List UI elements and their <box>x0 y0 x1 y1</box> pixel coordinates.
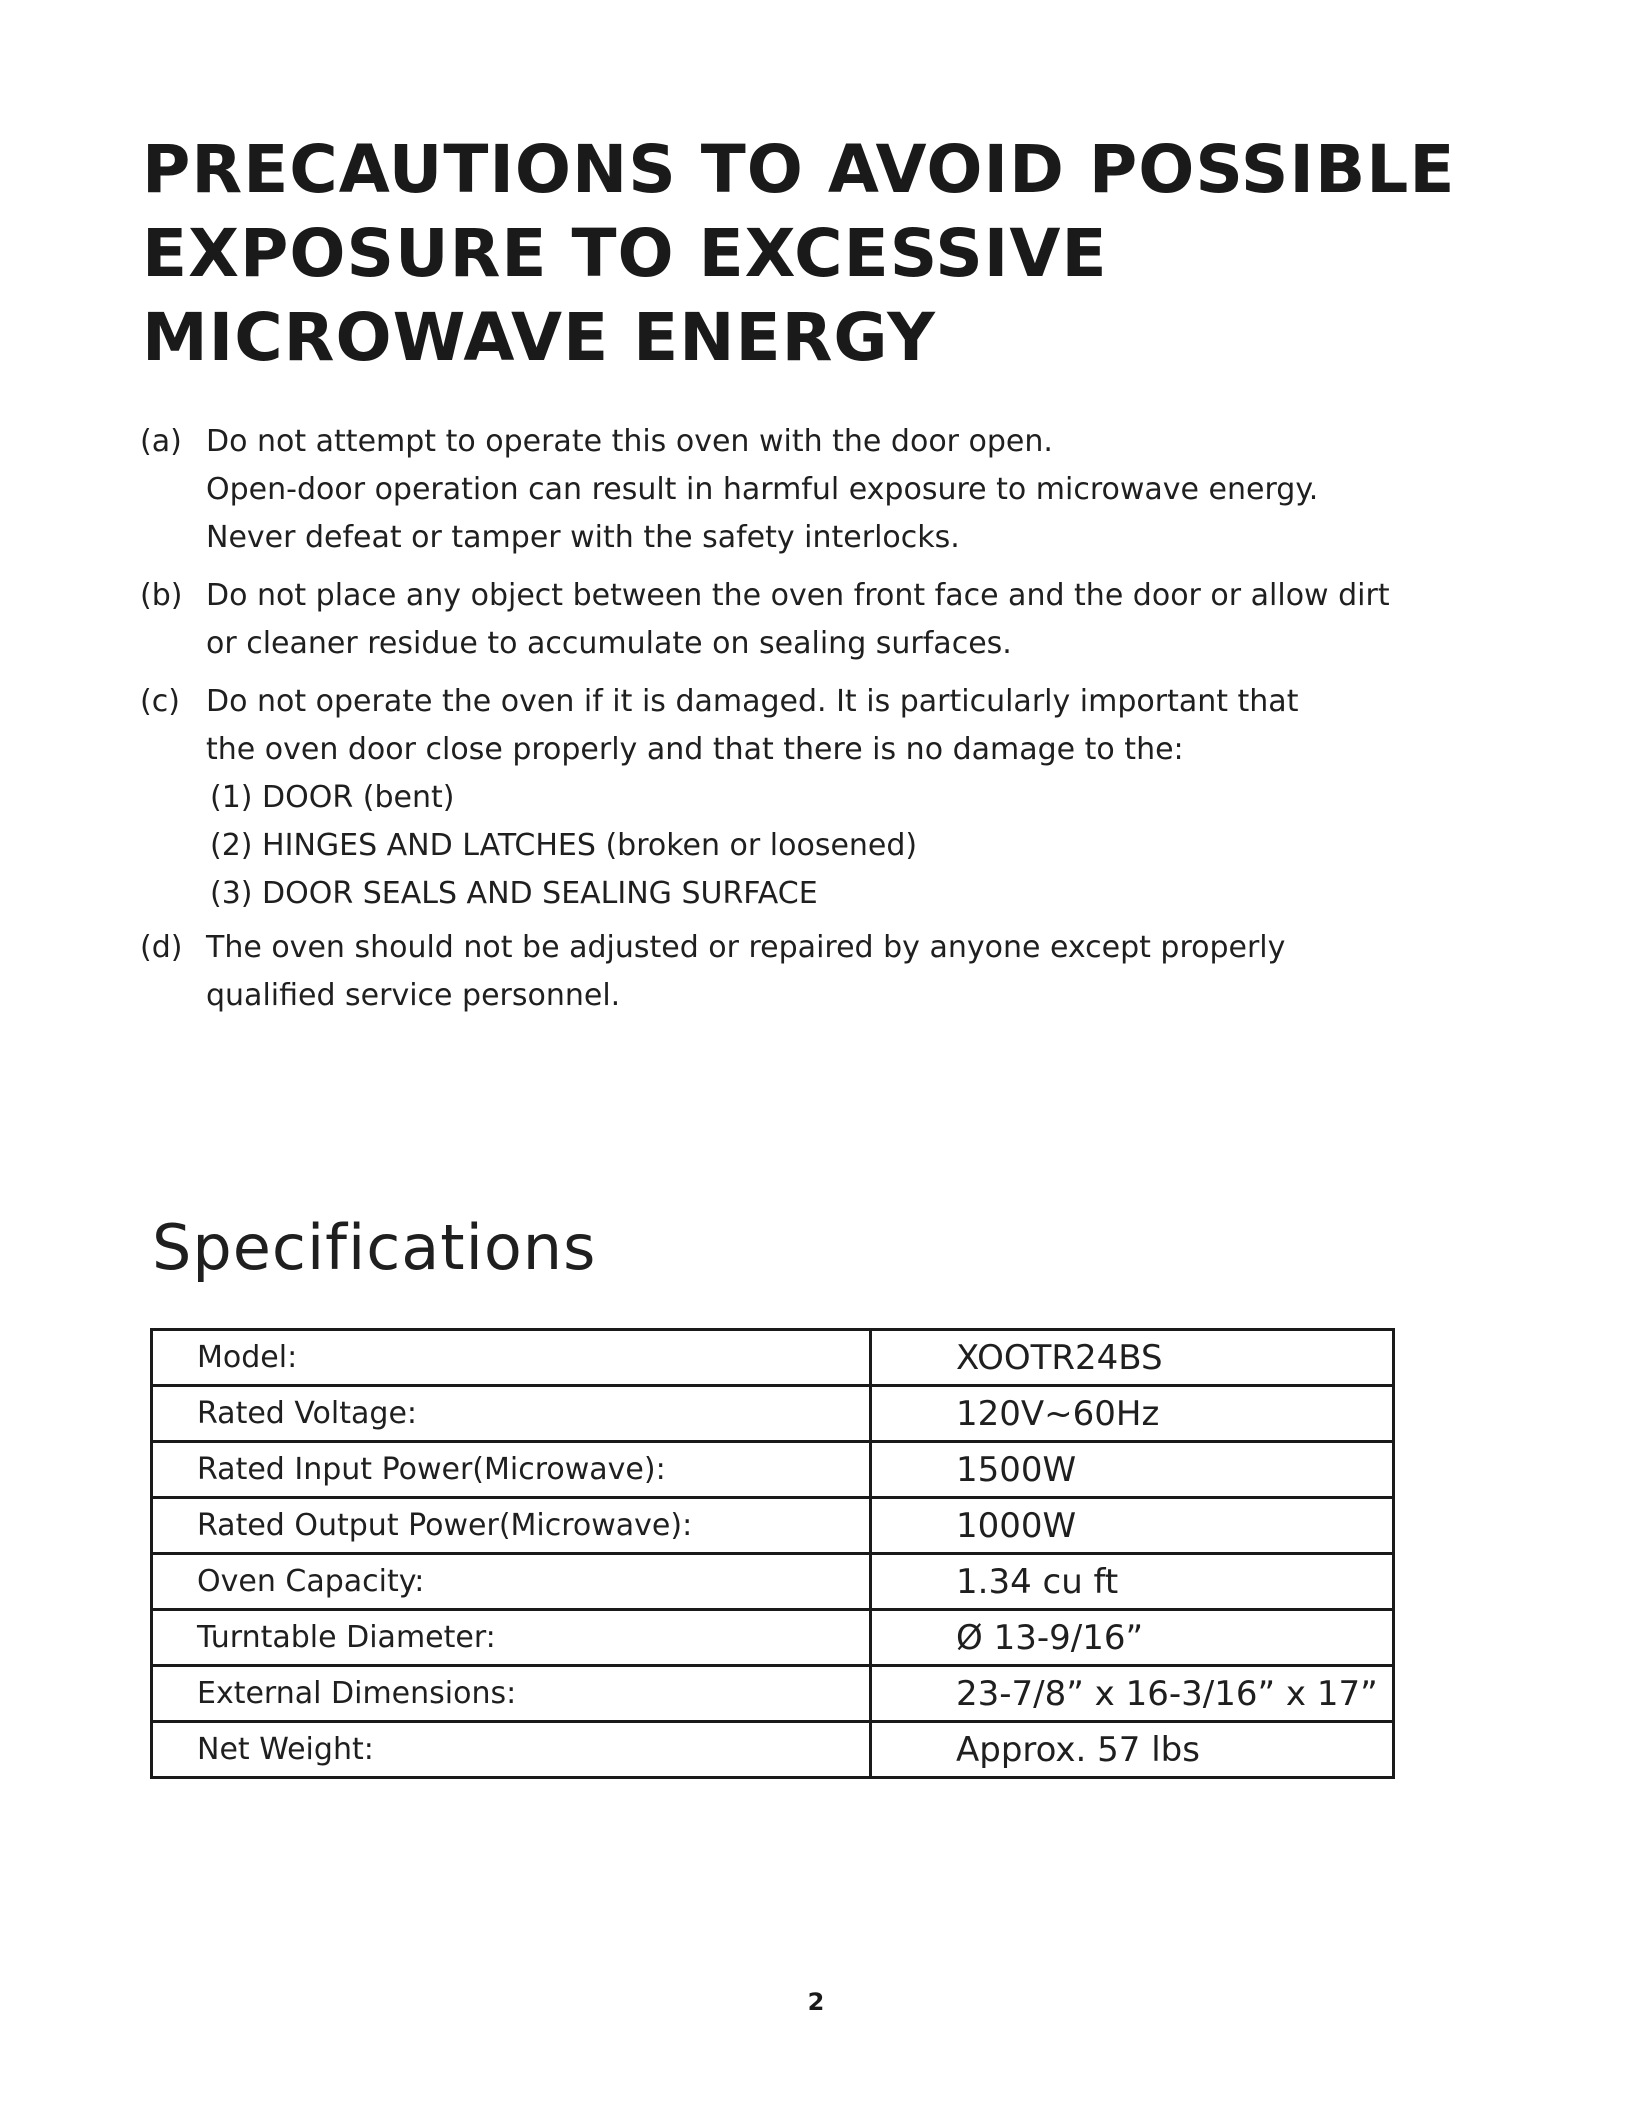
table-row <box>152 1386 1394 1442</box>
spec-value: 120V~60Hz <box>871 1386 1394 1442</box>
page-number: 2 <box>807 1988 825 2016</box>
spec-value: 1500W <box>871 1442 1394 1498</box>
precautions-list <box>140 418 1500 1030</box>
table-row <box>152 1722 1394 1778</box>
sub-item: (1) DOOR (bent) <box>210 780 455 815</box>
title-line: PRECAUTIONS TO AVOID POSSIBLE <box>142 131 1456 208</box>
item-text: Do not attempt to operate this oven with the door open. <box>206 424 1053 459</box>
page-title <box>142 128 1455 380</box>
precaution-item-c <box>140 678 1500 918</box>
precaution-item-d <box>140 924 1500 1020</box>
spec-label: Turntable Diameter: <box>152 1610 871 1666</box>
spec-label: Rated Input Power(Microwave): <box>152 1442 871 1498</box>
item-marker: (c) <box>140 684 180 719</box>
specifications-heading: Specifications <box>152 1211 597 1284</box>
item-text: the oven door close properly and that there is no damage to the: <box>206 732 1184 767</box>
spec-value: XOOTR24BS <box>871 1330 1394 1386</box>
item-text: The oven should not be adjusted or repaired by anyone except properly <box>206 930 1286 965</box>
title-line: MICROWAVE ENERGY <box>142 299 936 376</box>
item-text: qualified service personnel. <box>206 978 621 1013</box>
sub-item: (2) HINGES AND LATCHES (broken or loosened) <box>210 828 918 863</box>
spec-value: 1000W <box>871 1498 1394 1554</box>
table-row <box>152 1610 1394 1666</box>
precaution-item-b <box>140 572 1500 668</box>
sub-item: (3) DOOR SEALS AND SEALING SURFACE <box>210 876 818 911</box>
item-text: Do not place any object between the oven front face and the door or allow dirt <box>206 578 1390 613</box>
item-text: Never defeat or tamper with the safety interlocks. <box>206 520 960 555</box>
spec-label: Net Weight: <box>152 1722 871 1778</box>
spec-value: 1.34 cu ft <box>871 1554 1394 1610</box>
table-row <box>152 1666 1394 1722</box>
item-text: Open-door operation can result in harmful exposure to microwave energy. <box>206 472 1319 507</box>
table-row <box>152 1442 1394 1498</box>
item-marker: (b) <box>140 578 183 613</box>
table-row <box>152 1554 1394 1610</box>
spec-label: Rated Output Power(Microwave): <box>152 1498 871 1554</box>
specifications-table <box>150 1328 1395 1779</box>
spec-label: External Dimensions: <box>152 1666 871 1722</box>
table-row <box>152 1330 1394 1386</box>
spec-label: Rated Voltage: <box>152 1386 871 1442</box>
item-marker: (d) <box>140 930 183 965</box>
title-line: EXPOSURE TO EXCESSIVE <box>142 215 1108 292</box>
spec-value: Ø 13-9/16” <box>871 1610 1394 1666</box>
spec-value: 23-7/8” x 16-3/16” x 17” <box>871 1666 1394 1722</box>
item-text: or cleaner residue to accumulate on sealing surfaces. <box>206 626 1012 661</box>
item-marker: (a) <box>140 424 182 459</box>
spec-label: Oven Capacity: <box>152 1554 871 1610</box>
precaution-item-a <box>140 418 1500 562</box>
spec-label: Model: <box>152 1330 871 1386</box>
spec-value: Approx. 57 lbs <box>871 1722 1394 1778</box>
table-row <box>152 1498 1394 1554</box>
item-text: Do not operate the oven if it is damaged. It is particularly important that <box>206 684 1299 719</box>
